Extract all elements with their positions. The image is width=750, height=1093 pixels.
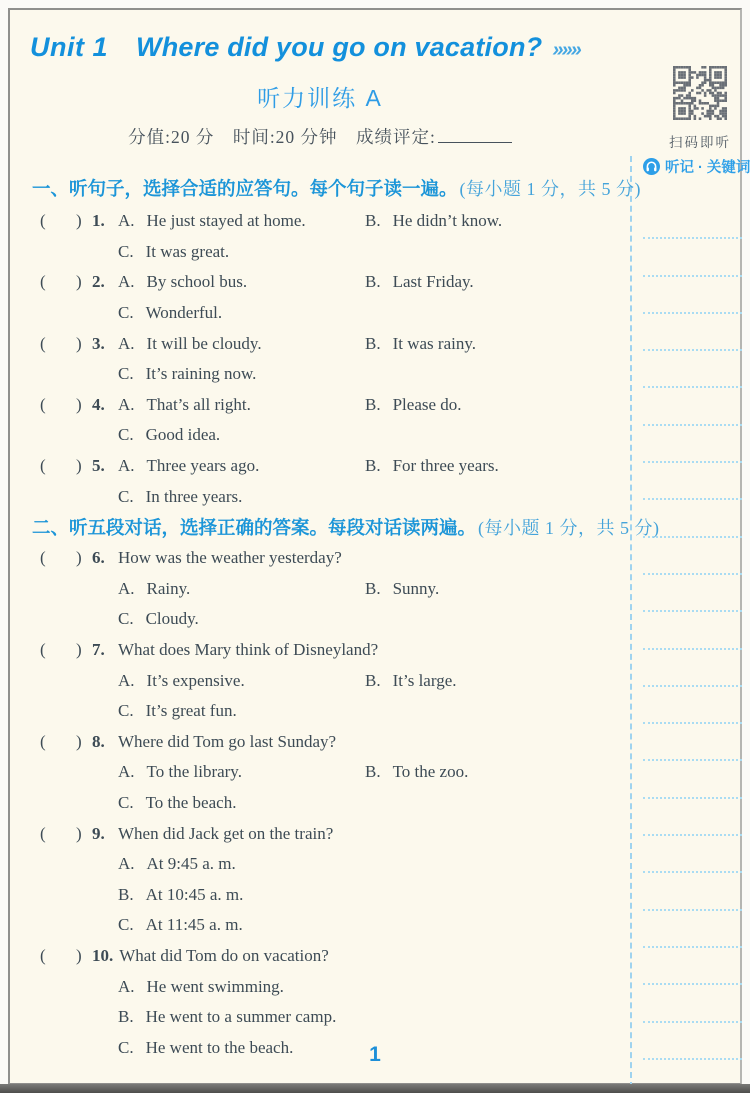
option-label: A. <box>118 211 135 231</box>
option-label: C. <box>118 701 134 721</box>
option-text: Please do. <box>392 394 462 414</box>
question-row <box>32 206 630 237</box>
question-row <box>32 359 630 390</box>
question-block <box>32 635 630 727</box>
question-row <box>32 757 630 788</box>
question-row <box>32 604 630 635</box>
option-label: A. <box>118 272 135 292</box>
answer-bracket-close: ) <box>76 823 82 843</box>
qr-block <box>658 66 742 151</box>
answer-bracket-open: ( <box>40 272 46 292</box>
question-number: 7. <box>92 640 105 660</box>
option <box>118 395 365 415</box>
question-row <box>32 879 630 910</box>
option-label: C. <box>118 303 134 323</box>
page-number: 1 <box>369 1043 381 1066</box>
option <box>118 272 365 292</box>
section-heading-text: 二、听五段对话，选择正确的答案。每段对话读两遍。 <box>32 517 477 539</box>
option-label: A. <box>118 578 135 598</box>
note-line <box>643 948 742 985</box>
note-line <box>643 612 742 649</box>
question-stem: What did Tom do on vacation? <box>119 945 329 965</box>
answer-bracket-open: ( <box>40 394 46 414</box>
option-text: To the beach. <box>145 792 237 812</box>
question-row <box>32 237 630 268</box>
option-text: It’s great fun. <box>145 701 237 721</box>
option-label: B. <box>365 333 381 353</box>
note-line <box>643 575 742 612</box>
question-block <box>32 390 630 451</box>
option <box>118 609 630 629</box>
section-heading <box>32 512 660 543</box>
section-score-note: (每小题 1 分，共 5 分) <box>478 518 660 539</box>
answer-bracket-close: ) <box>76 640 82 660</box>
note-line <box>643 202 742 239</box>
question-stem: How was the weather yesterday? <box>118 548 342 568</box>
question-block <box>32 543 630 635</box>
answer-bracket-open: ( <box>40 211 46 231</box>
note-line <box>643 687 742 724</box>
option-text: Wonderful. <box>145 303 223 323</box>
unit-header <box>30 32 580 63</box>
question-area <box>32 162 660 1063</box>
question-row <box>32 818 630 849</box>
note-lines <box>643 202 742 1060</box>
question-row <box>32 451 630 482</box>
section-score-note: (每小题 1 分，共 5 分) <box>459 179 642 199</box>
option <box>118 456 365 476</box>
option <box>365 671 630 691</box>
question-row <box>32 267 630 298</box>
option-text: It’s expensive. <box>146 670 245 690</box>
answer-bracket-open: ( <box>40 456 46 476</box>
option-text: He went to the beach. <box>145 1037 294 1057</box>
option <box>365 579 630 599</box>
option <box>118 334 365 354</box>
option <box>118 303 630 323</box>
question-row <box>32 328 630 359</box>
question-row <box>32 696 630 727</box>
option <box>118 364 630 384</box>
question-number: 6. <box>92 548 105 568</box>
option-label: C. <box>118 1037 134 1057</box>
answer-bracket-open: ( <box>40 640 46 660</box>
option-text: He just stayed at home. <box>146 211 306 231</box>
option-label: B. <box>365 670 381 690</box>
question-row <box>32 574 630 605</box>
option <box>118 425 630 445</box>
option-text: It was rainy. <box>392 333 476 353</box>
question-row <box>32 910 630 941</box>
question-stem: Where did Tom go last Sunday? <box>118 731 337 751</box>
option-label: B. <box>118 884 134 904</box>
answer-bracket-open: ( <box>40 945 46 965</box>
option-label: C. <box>118 425 134 445</box>
note-line <box>643 351 742 388</box>
qr-caption: 扫码即听 <box>669 135 731 150</box>
option-text: By school bus. <box>146 272 248 292</box>
qr-code-icon <box>673 66 727 120</box>
option-label: B. <box>118 1007 134 1027</box>
sidebar-header <box>643 156 750 177</box>
option-label: C. <box>118 241 134 261</box>
option <box>365 334 630 354</box>
question-row <box>32 543 630 574</box>
option <box>118 885 630 905</box>
answer-bracket-open: ( <box>40 333 46 353</box>
option-label: A. <box>118 333 135 353</box>
option-label: A. <box>118 456 135 476</box>
section-heading <box>32 162 642 206</box>
option-text: He went to a summer camp. <box>145 1007 337 1027</box>
answer-bracket-close: ) <box>76 945 82 965</box>
note-line <box>643 985 742 1022</box>
option-label: A. <box>118 670 135 690</box>
note-line <box>643 836 742 873</box>
question-row <box>32 481 630 512</box>
note-line <box>643 650 742 687</box>
option <box>118 701 630 721</box>
answer-bracket-open: ( <box>40 548 46 568</box>
note-line <box>643 538 742 575</box>
option-label: C. <box>118 792 134 812</box>
answer-bracket-close: ) <box>76 394 82 414</box>
option <box>118 671 365 691</box>
option-label: B. <box>365 211 381 231</box>
option-text: Rainy. <box>146 578 191 598</box>
question-number: 2. <box>92 272 105 292</box>
question-stem: What does Mary think of Disneyland? <box>118 640 379 660</box>
option-label: C. <box>118 486 134 506</box>
option <box>118 487 630 507</box>
question-block <box>32 206 630 267</box>
page-frame <box>8 8 750 1085</box>
option <box>118 211 365 231</box>
option-label: C. <box>118 609 134 629</box>
grade-blank-line <box>438 126 512 144</box>
option-label: A. <box>118 762 135 782</box>
option-label: A. <box>118 854 135 874</box>
option <box>365 272 630 292</box>
option-text: It was great. <box>145 241 230 261</box>
note-line <box>643 873 742 910</box>
answer-bracket-close: ) <box>76 731 82 751</box>
option-label: A. <box>118 976 135 996</box>
question-row <box>32 635 630 666</box>
score-meta-text: 分值:20 分 时间:20 分钟 成绩评定: <box>128 127 436 147</box>
option-label: B. <box>365 578 381 598</box>
question-block <box>32 727 630 819</box>
question-row <box>32 727 630 758</box>
question-number: 4. <box>92 394 105 414</box>
option-text: Last Friday. <box>392 272 474 292</box>
answer-bracket-close: ) <box>76 211 82 231</box>
note-line <box>643 426 742 463</box>
option <box>365 395 630 415</box>
option-text: It’s raining now. <box>145 364 257 384</box>
unit-title: Where did you go on vacation? <box>136 32 543 62</box>
answer-bracket-close: ) <box>76 456 82 476</box>
note-line <box>643 239 742 276</box>
option-text: At 10:45 a. m. <box>145 884 244 904</box>
option <box>118 977 630 997</box>
note-line <box>643 314 742 351</box>
question-stem: When did Jack get on the train? <box>118 823 334 843</box>
option-text: That’s all right. <box>146 394 251 414</box>
answer-bracket-close: ) <box>76 272 82 292</box>
note-line <box>643 388 742 425</box>
note-line <box>643 761 742 798</box>
option-text: At 9:45 a. m. <box>146 854 236 874</box>
question-number: 8. <box>92 731 105 751</box>
answer-bracket-close: ) <box>76 548 82 568</box>
note-line <box>643 463 742 500</box>
question-number: 10. <box>92 945 114 965</box>
answer-bracket-open: ( <box>40 731 46 751</box>
question-block <box>32 267 630 328</box>
option-text: To the library. <box>146 762 242 782</box>
option-text: Good idea. <box>145 425 221 445</box>
option <box>118 915 630 935</box>
option-label: C. <box>118 364 134 384</box>
option-text: Cloudy. <box>145 609 199 629</box>
note-line <box>643 799 742 836</box>
question-row <box>32 390 630 421</box>
question-row <box>32 665 630 696</box>
option-text: In three years. <box>145 486 243 506</box>
option <box>118 854 630 874</box>
option <box>118 1007 630 1027</box>
note-line <box>643 911 742 948</box>
option-text: He went swimming. <box>146 976 284 996</box>
note-line <box>643 724 742 761</box>
option <box>365 762 630 782</box>
option <box>118 762 365 782</box>
option-label: B. <box>365 762 381 782</box>
notes-sidebar <box>630 156 750 1088</box>
question-number: 1. <box>92 211 105 231</box>
question-row <box>32 420 630 451</box>
score-meta-line <box>10 124 630 149</box>
option-text: Sunny. <box>392 578 440 598</box>
question-row <box>32 849 630 880</box>
chevrons-icon: »»» <box>552 39 580 61</box>
option-label: A. <box>118 394 135 414</box>
question-number: 9. <box>92 823 105 843</box>
option <box>118 242 630 262</box>
page-bottom-edge <box>0 1084 750 1093</box>
question-row <box>32 788 630 819</box>
answer-bracket-close: ) <box>76 333 82 353</box>
question-row <box>32 941 630 972</box>
note-line <box>643 277 742 314</box>
question-block <box>32 328 630 389</box>
option-text: At 11:45 a. m. <box>145 915 243 935</box>
option-label: C. <box>118 915 134 935</box>
headphones-icon <box>643 158 660 175</box>
option-label: B. <box>365 456 381 476</box>
question-number: 5. <box>92 456 105 476</box>
option <box>118 579 365 599</box>
question-row <box>32 1002 630 1033</box>
option-text: For three years. <box>392 456 499 476</box>
option-text: Three years ago. <box>146 456 260 476</box>
sidebar-title: 听记 · 关键词 <box>665 160 750 176</box>
question-block <box>32 451 630 512</box>
option-text: To the zoo. <box>392 762 469 782</box>
question-row <box>32 298 630 329</box>
question-block <box>32 818 630 940</box>
option <box>365 211 630 231</box>
unit-label: Unit 1 <box>30 32 109 62</box>
option <box>118 793 630 813</box>
option-text: It’s large. <box>392 670 457 690</box>
section-heading-text: 一、听句子，选择合适的应答句。每个句子读一遍。 <box>32 178 458 199</box>
option-label: B. <box>365 394 381 414</box>
answer-bracket-open: ( <box>40 823 46 843</box>
option-label: B. <box>365 272 381 292</box>
question-number: 3. <box>92 333 105 353</box>
option-text: He didn’t know. <box>392 211 503 231</box>
question-row <box>32 971 630 1002</box>
option <box>365 456 630 476</box>
option-text: It will be cloudy. <box>146 333 262 353</box>
page-title: 听力训练 A <box>257 85 383 111</box>
